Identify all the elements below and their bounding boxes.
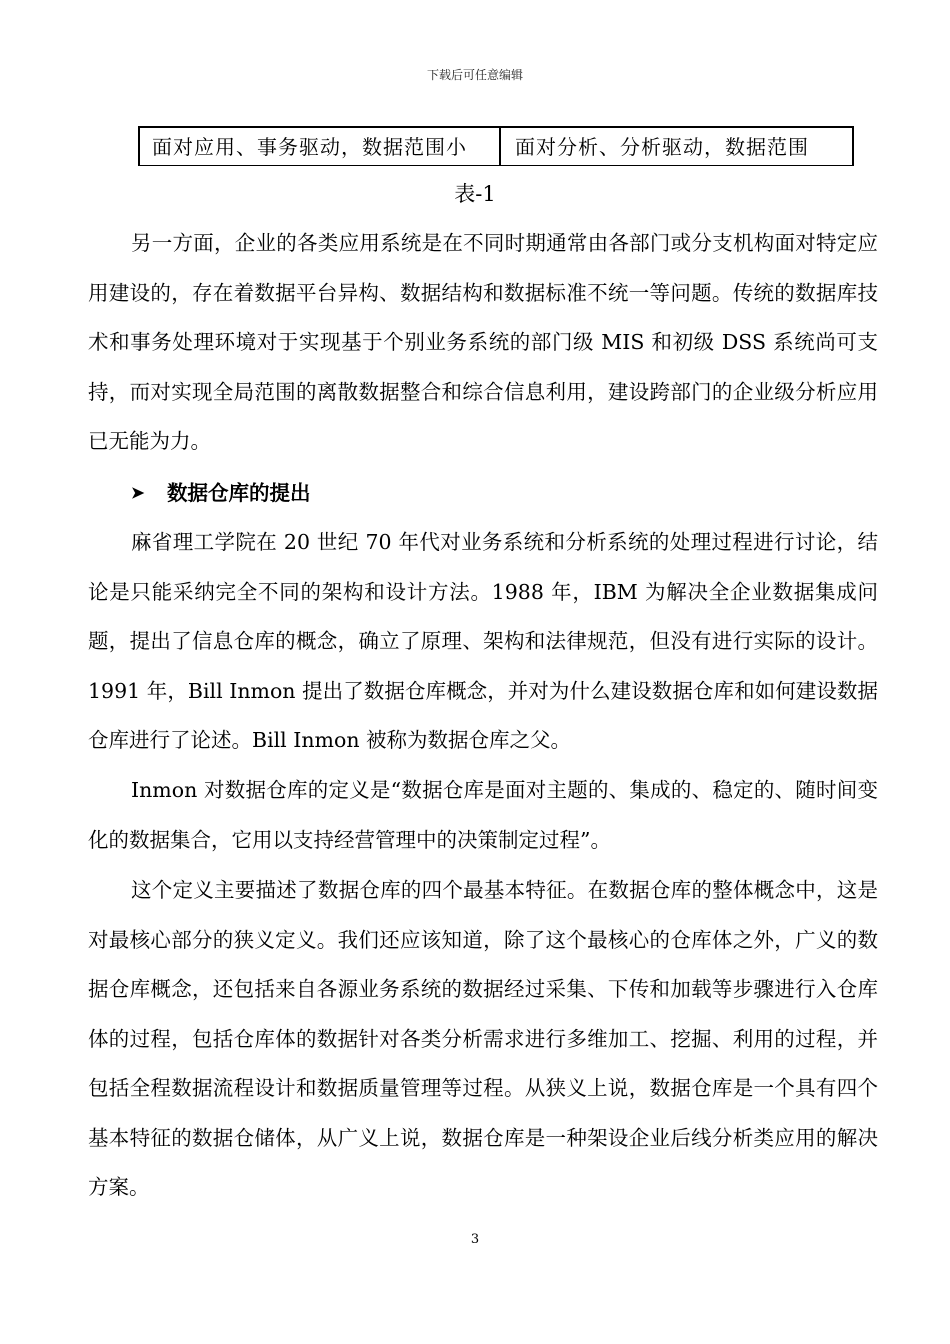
section-heading-text: 数据仓库的提出	[167, 481, 311, 505]
comparison-table	[138, 126, 854, 166]
paragraph-characteristics: 这个定义主要描述了数据仓库的四个最基本特征。在数据仓库的整体概念中，这是对最核心部分的狭义定义。我们还应该知道，除了这个最核心的仓库体之外，广义的数据仓库概念，还包括来自各源业务系统的数据经过采集、下传和加载等步骤进行入仓库体的过程，包括仓库体的数据针对各类分析需求进行多维加工、挖掘、利用的过程，并包括全程数据流程设计和数据质量管理等过程。从狭义上说，数据仓库是一个具有四个基本特征的数据仓储体，从广义上说，数据仓库是一种架设企业后线分析类应用的解决方案。	[88, 878, 878, 1199]
table-cell-right: 面对分析、分析驱动，数据范围	[514, 135, 809, 159]
paragraph-history: 麻省理工学院在 20 世纪 70 年代对业务系统和分析系统的处理过程进行讨论，结论是只能采纳完全不同的架构和设计方法。1988 年，IBM 为解决全企业数据集成问题，提出了信息仓库的概念，确立了原理、架构和法律规范，但没有进行实际的设计。1991 年，Bill Inmon 提出了数据仓库概念，并对为什么建设数据仓库和如何建设数据仓库进行了论述。Bill Inmon 被称为数据仓库之父。	[88, 530, 878, 752]
section-heading	[131, 471, 311, 515]
paragraph-definition: Inmon 对数据仓库的定义是“数据仓库是面对主题的、集成的、稳定的、随时间变化的数据集合，它用以支持经营管理中的决策制定过程”。	[88, 778, 878, 852]
paragraph-heterogeneity: 另一方面，企业的各类应用系统是在不同时期通常由各部门或分支机构面对特定应用建设的，存在着数据平台异构、数据结构和数据标准不统一等问题。传统的数据库技术和事务处理环境对于实现基于个别业务系统的部门级 MIS 和初级 DSS 系统尚可支持，而对实现全局范围的离散数据整合和综合信息利用，建设跨部门的企业级分析应用已无能为力。	[88, 231, 878, 453]
page-number: 3	[470, 1232, 480, 1247]
table-caption: 表-1	[454, 182, 496, 206]
header-note: 下载后可任意编辑	[426, 68, 523, 82]
table-cell-left: 面对应用、事务驱动，数据范围小	[140, 128, 501, 165]
arrow-bullet-icon: ➤	[131, 483, 145, 502]
